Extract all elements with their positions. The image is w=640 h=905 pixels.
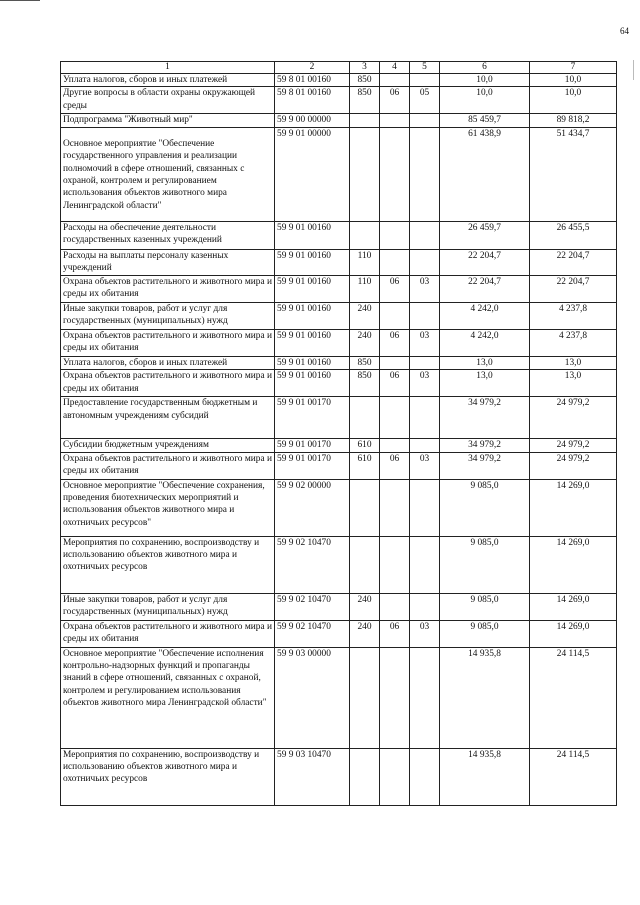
row-expense-type: [350, 397, 380, 439]
row-subsection: [410, 221, 440, 249]
row-section: [380, 302, 410, 329]
row-amount-col7: 14 269,0: [530, 536, 617, 593]
row-name: Основное мероприятие "Обеспечение сохранения, проведения биотехнических мероприятий и использования объектов животного мира и охотничьих ресурсов": [61, 479, 275, 536]
row-expense-type: 240: [350, 329, 380, 356]
row-code: 59 9 01 00160: [275, 221, 350, 249]
row-name: Охрана объектов растительного и животного мира и среды их обитания: [61, 620, 275, 647]
table-row: [61, 748, 617, 805]
row-code: 59 9 03 10470: [275, 748, 350, 805]
row-section: [380, 647, 410, 748]
row-name: Мероприятия по сохранению, воспроизводству и использованию объектов животного мира и охотничьих ресурсов: [61, 536, 275, 593]
table-row: [61, 275, 617, 302]
row-code: 59 9 02 10470: [275, 620, 350, 647]
row-expense-type: [350, 127, 380, 221]
table-row: [61, 370, 617, 397]
row-code: 59 9 02 00000: [275, 479, 350, 536]
row-name: Иные закупки товаров, работ и услуг для государственных (муниципальных) нужд: [61, 593, 275, 620]
row-name: Предоставление государственным бюджетным и автономным учреждениям субсидий: [61, 397, 275, 439]
row-amount-col7: 10,0: [530, 87, 617, 114]
row-amount-col7: 14 269,0: [530, 593, 617, 620]
row-amount-col6: 14 935,8: [440, 647, 530, 748]
column-header-5: 5: [410, 62, 440, 74]
table-row: [61, 221, 617, 249]
row-expense-type: [350, 647, 380, 748]
row-expense-type: [350, 748, 380, 805]
row-code: 59 9 01 00160: [275, 370, 350, 397]
table-row: [61, 74, 617, 87]
table-row: [61, 620, 617, 647]
row-amount-col6: 34 979,2: [440, 397, 530, 439]
row-section: [380, 397, 410, 439]
row-amount-col6: 61 438,9: [440, 127, 530, 221]
table-row: [61, 479, 617, 536]
row-code: 59 9 02 10470: [275, 593, 350, 620]
row-amount-col6: 13,0: [440, 356, 530, 369]
row-amount-col7: 89 818,2: [530, 114, 617, 127]
row-name: Расходы на обеспечение деятельности государственных казенных учреждений: [61, 221, 275, 249]
row-expense-type: [350, 221, 380, 249]
row-amount-col6: 4 242,0: [440, 329, 530, 356]
row-section: 06: [380, 275, 410, 302]
row-section: [380, 74, 410, 87]
row-name: Уплата налогов, сборов и иных платежей: [61, 356, 275, 369]
row-code: 59 9 01 00160: [275, 275, 350, 302]
column-header-4: 4: [380, 62, 410, 74]
row-section: [380, 127, 410, 221]
row-amount-col6: 9 085,0: [440, 479, 530, 536]
row-section: 06: [380, 620, 410, 647]
row-name: Подпрограмма "Животный мир": [61, 114, 275, 127]
page-number: 64: [620, 26, 629, 36]
row-section: [380, 748, 410, 805]
row-amount-col6: 13,0: [440, 370, 530, 397]
row-expense-type: [350, 536, 380, 593]
row-name: Иные закупки товаров, работ и услуг для государственных (муниципальных) нужд: [61, 302, 275, 329]
table-row: [61, 87, 617, 114]
table-row: [61, 356, 617, 369]
row-amount-col6: 26 459,7: [440, 221, 530, 249]
row-subsection: 03: [410, 620, 440, 647]
row-amount-col7: 22 204,7: [530, 275, 617, 302]
row-code: 59 9 00 00000: [275, 114, 350, 127]
table-row: [61, 397, 617, 439]
row-code: 59 9 01 00160: [275, 329, 350, 356]
scan-corner-mark: [0, 0, 40, 1]
table-header-row: [61, 62, 617, 74]
row-section: 06: [380, 329, 410, 356]
table-row: [61, 593, 617, 620]
row-subsection: [410, 439, 440, 452]
row-section: 06: [380, 370, 410, 397]
row-code: 59 9 01 00160: [275, 356, 350, 369]
row-subsection: [410, 647, 440, 748]
row-subsection: 03: [410, 275, 440, 302]
row-section: 06: [380, 452, 410, 479]
row-amount-col7: 14 269,0: [530, 620, 617, 647]
scan-edge-mark: [633, 60, 634, 80]
row-name: Охрана объектов растительного и животного мира и среды их обитания: [61, 452, 275, 479]
row-subsection: [410, 397, 440, 439]
row-expense-type: 240: [350, 620, 380, 647]
row-name: Расходы на выплаты персоналу казенных учреждений: [61, 249, 275, 275]
row-amount-col7: 24 979,2: [530, 439, 617, 452]
row-name: Охрана объектов растительного и животного мира и среды их обитания: [61, 370, 275, 397]
column-header-6: 6: [440, 62, 530, 74]
row-subsection: 05: [410, 87, 440, 114]
row-code: 59 9 01 00160: [275, 249, 350, 275]
row-amount-col6: 34 979,2: [440, 452, 530, 479]
row-amount-col7: 4 237,8: [530, 329, 617, 356]
row-subsection: [410, 356, 440, 369]
column-header-7: 7: [530, 62, 617, 74]
row-amount-col6: 14 935,8: [440, 748, 530, 805]
row-amount-col7: 13,0: [530, 370, 617, 397]
row-expense-type: 610: [350, 439, 380, 452]
row-amount-col7: 24 114,5: [530, 647, 617, 748]
row-code: 59 8 01 00160: [275, 74, 350, 87]
row-amount-col7: 51 434,7: [530, 127, 617, 221]
row-subsection: [410, 74, 440, 87]
row-amount-col7: 22 204,7: [530, 249, 617, 275]
row-amount-col6: 22 204,7: [440, 249, 530, 275]
row-amount-col6: 9 085,0: [440, 620, 530, 647]
row-expense-type: 240: [350, 302, 380, 329]
row-amount-col6: 10,0: [440, 87, 530, 114]
table-row: [61, 536, 617, 593]
row-amount-col7: 10,0: [530, 74, 617, 87]
row-expense-type: 610: [350, 452, 380, 479]
row-code: 59 9 03 00000: [275, 647, 350, 748]
row-name: Охрана объектов растительного и животного мира и среды их обитания: [61, 329, 275, 356]
row-section: [380, 114, 410, 127]
row-subsection: [410, 536, 440, 593]
row-code: 59 9 02 10470: [275, 536, 350, 593]
row-expense-type: 850: [350, 74, 380, 87]
column-header-2: 2: [275, 62, 350, 74]
row-code: 59 9 01 00170: [275, 452, 350, 479]
row-name: Уплата налогов, сборов и иных платежей: [61, 74, 275, 87]
row-name: Другие вопросы в области охраны окружающей среды: [61, 87, 275, 114]
row-name: Мероприятия по сохранению, воспроизводству и использованию объектов животного мира и охотничьих ресурсов: [61, 748, 275, 805]
row-amount-col6: 85 459,7: [440, 114, 530, 127]
row-section: [380, 356, 410, 369]
row-section: [380, 221, 410, 249]
row-section: [380, 249, 410, 275]
row-amount-col6: 10,0: [440, 74, 530, 87]
table-row: [61, 114, 617, 127]
row-amount-col6: 22 204,7: [440, 275, 530, 302]
row-amount-col7: 24 114,5: [530, 748, 617, 805]
row-expense-type: 850: [350, 370, 380, 397]
row-amount-col7: 14 269,0: [530, 479, 617, 536]
row-expense-type: 850: [350, 87, 380, 114]
row-section: [380, 439, 410, 452]
column-header-1: 1: [61, 62, 275, 74]
table-row: [61, 249, 617, 275]
row-section: [380, 593, 410, 620]
row-amount-col6: 34 979,2: [440, 439, 530, 452]
row-subsection: [410, 479, 440, 536]
row-expense-type: 240: [350, 593, 380, 620]
row-subsection: 03: [410, 370, 440, 397]
row-subsection: [410, 593, 440, 620]
row-expense-type: [350, 114, 380, 127]
row-subsection: [410, 114, 440, 127]
row-section: [380, 536, 410, 593]
row-name: Охрана объектов растительного и животного мира и среды их обитания: [61, 275, 275, 302]
row-amount-col7: 4 237,8: [530, 302, 617, 329]
column-header-3: 3: [350, 62, 380, 74]
row-amount-col7: 24 979,2: [530, 397, 617, 439]
table-row: [61, 647, 617, 748]
table-row: [61, 127, 617, 221]
row-subsection: [410, 249, 440, 275]
table-row: [61, 302, 617, 329]
row-expense-type: 110: [350, 249, 380, 275]
row-amount-col6: 9 085,0: [440, 593, 530, 620]
row-subsection: 03: [410, 452, 440, 479]
row-name: Основное мероприятие "Обеспечение исполнения контрольно-надзорных функций и пропаганды знаний в сфере отношений, связанных с охраной, контролем и регулированием использования объектов животного мира Ленинградской области": [61, 647, 275, 748]
row-expense-type: 850: [350, 356, 380, 369]
table-row: [61, 452, 617, 479]
row-code: 59 9 01 00170: [275, 397, 350, 439]
budget-table: [60, 61, 617, 806]
row-amount-col6: 9 085,0: [440, 536, 530, 593]
row-code: 59 9 01 00160: [275, 302, 350, 329]
row-name: Субсидии бюджетным учреждениям: [61, 439, 275, 452]
row-subsection: [410, 127, 440, 221]
row-section: 06: [380, 87, 410, 114]
row-amount-col7: 13,0: [530, 356, 617, 369]
table-row: [61, 329, 617, 356]
row-amount-col6: 4 242,0: [440, 302, 530, 329]
row-amount-col7: 26 455,5: [530, 221, 617, 249]
row-amount-col7: 24 979,2: [530, 452, 617, 479]
row-subsection: [410, 748, 440, 805]
row-expense-type: [350, 479, 380, 536]
row-subsection: 03: [410, 329, 440, 356]
table-row: [61, 439, 617, 452]
row-expense-type: 110: [350, 275, 380, 302]
row-code: 59 9 01 00000: [275, 127, 350, 221]
row-name: Основное мероприятие "Обеспечение государственного управления и реализации полномочий в сфере отношений, связанных с охраной, контролем и регулированием использования объектов животного мира Ленинградской области": [61, 127, 275, 221]
row-subsection: [410, 302, 440, 329]
row-code: 59 9 01 00170: [275, 439, 350, 452]
row-section: [380, 479, 410, 536]
row-code: 59 8 01 00160: [275, 87, 350, 114]
